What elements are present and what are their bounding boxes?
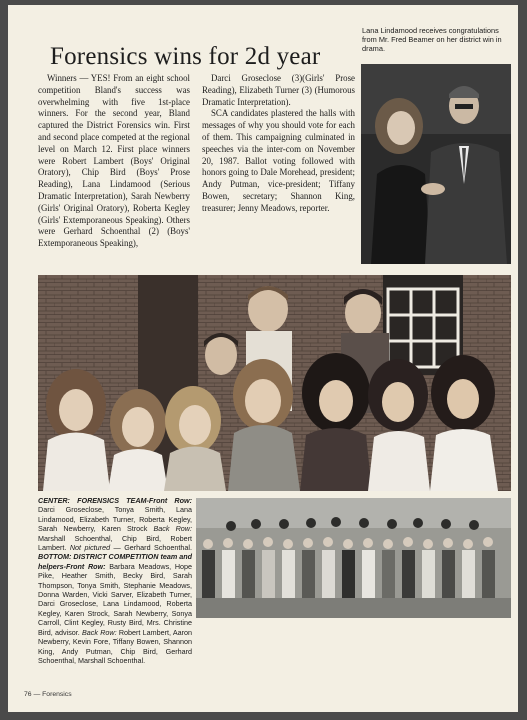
photo-district-team-image bbox=[196, 498, 511, 618]
caption-not-pictured: — Gerhard Schoenthal. bbox=[113, 543, 192, 553]
photo-caption-bottom bbox=[38, 496, 192, 665]
photo-caption-top: Lana Lindamood receives congratulations from Mr. Fred Beamer on her district win in drama. bbox=[362, 26, 502, 53]
article-paragraph: Darci Groseclose (3)(Girls' Prose Reading), Elizabeth Turner (3) (Humorous Dramatic Interpretation). bbox=[202, 73, 355, 107]
photo-congratulations-image bbox=[361, 64, 511, 264]
caption-bottom-back-row: Robert Lambert, Aaron Newberry, Kevin Fore, Tiffany Bowen, Shannon King, Andy Putman, Chip Bird, Gerhard Schoenthal, Marshall Schoenthal. bbox=[38, 627, 193, 665]
caption-center-label: CENTER: FORENSICS TEAM- bbox=[38, 496, 149, 505]
article-column-2 bbox=[202, 73, 355, 215]
caption-back-row: Marshall Schoenthal, Chip Bird, Robert Lambert. bbox=[38, 533, 192, 553]
photo-forensics-team-image bbox=[38, 275, 511, 491]
photo-congratulations bbox=[361, 64, 511, 264]
photo-forensics-team bbox=[38, 275, 511, 491]
caption-front-row: Darci Groseclose, Tonya Smith, Lana Lindamood, Elizabeth Turner, Roberta Kegley, Sarah Newberry, Karen Strock bbox=[38, 505, 192, 534]
page-folio: 76 — Forensics bbox=[24, 691, 72, 698]
caption-not-pictured-label: Not pictured bbox=[69, 543, 111, 553]
caption-front-row-label: Front Row: bbox=[148, 496, 192, 505]
caption-bottom-label: BOTTOM: DISTRICT COMPETITION team and helpers- bbox=[38, 552, 193, 571]
caption-bottom-back-label: Back Row: bbox=[82, 627, 117, 637]
page-headline: Forensics wins for 2d year bbox=[50, 43, 321, 70]
article-column-1: Winners — YES! From an eight school competition Bland's success was overwhelming with five 1st-place winners. For the second year, Bland captured the District Forensics win. First and second place competed at the regional level on March 12. First place winners were Robert Lambert (Boys' Original Oratory), Chip Bird (Boys' Prose Reading), Lana Lindamood (Serious Dramatic Interpretation), Sarah Newberry (Girls' Original Oratory), Roberta Kegley (Girls' Extemporaneous Speaking). Others were Gerhard Schoenthal (2) (Boys' Extemporaneous Speaking), bbox=[38, 73, 190, 249]
caption-bottom-front-label: Front Row: bbox=[65, 561, 106, 571]
caption-back-row-label: Back Row: bbox=[153, 524, 192, 534]
photo-district-team bbox=[196, 498, 511, 618]
caption-bottom-front-row: Barbara Meadows, Hope Pike, Heather Smith, Becky Bird, Sarah Thompson, Tonya Smith, Stephanie Meadows, Donna Warden, Vicki Sarver, Elizabeth Turner, Darci Groseclose, Lana Lindamood, Roberta Kegley, Karen Strock, Sarah Newberry, Sonya Carroll, Clint Kegley, Rusty Bird, Mrs. Christine Bird, advisor. bbox=[38, 561, 192, 637]
yearbook-page bbox=[8, 5, 518, 712]
article-paragraph: SCA candidates plastered the halls with messages of why you should vote for each of them. This campaigning culminated in speeches via the inter-com on November 20, 1987. Ballot voting followed with honors going to Dale Morehead, president; Andy Putman, vice-president; Tiffany Bowen, secretary; Shannon King, treasurer; Jenny Meadows, reporter. bbox=[202, 108, 355, 213]
